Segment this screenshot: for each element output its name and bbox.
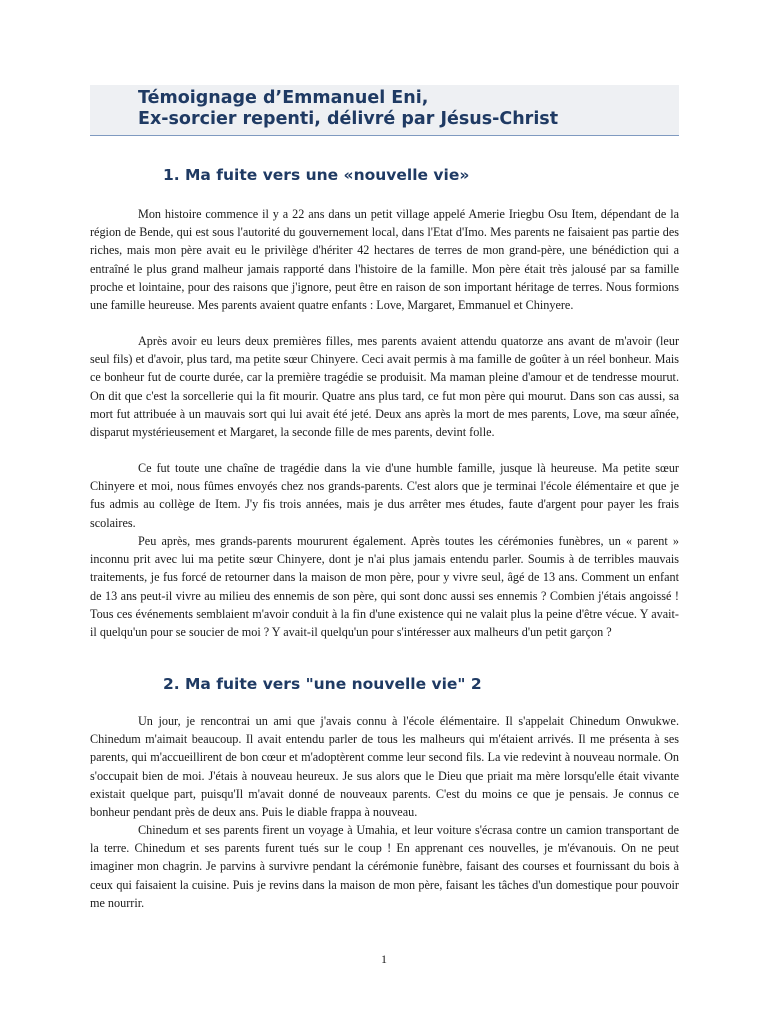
document-title-line-1: Témoignage d’Emmanuel Eni, bbox=[138, 88, 429, 108]
section-1-heading bbox=[163, 166, 469, 184]
section-2-paragraph-2: Chinedum et ses parents firent un voyage à Umahia, et leur voiture s'écrasa contre un camion transportant de la terre. Chinedum et ses parents furent tués sur le coup ! En apprenant ces nouvelles, je m'évanouis. On ne peut imaginer mon chagrin. Je parvins à survivre pendant la cérémonie funèbre, faisant des courses et fournissant du bois à ceux qui faisaient la cuisine. Puis je revins dans la maison de mon père, faisant les tâches d'un domestique pour pouvoir me nourrir. bbox=[90, 823, 679, 910]
section-2-number: 2. bbox=[163, 675, 180, 693]
document-title-line-2: Ex-sorcier repenti, délivré par Jésus-Christ bbox=[138, 109, 559, 129]
section-2-heading bbox=[163, 675, 482, 693]
section-1-paragraph-4: Peu après, mes grands-parents moururent également. Après toutes les cérémonies funèbres, un « parent » inconnu prit avec lui ma petite sœur Chinyere, dont je n'ai plus jamais entendu parler. Soumis à de terribles mauvais traitements, je fus forcé de retourner dans la maison de mon père, pour y vivre seul, âgé de 13 ans. Comment un enfant de 13 ans peut-il vivre au milieu des ennemis de son père, qui sont donc aussi ses ennemis ? Combien j'étais angoissé ! Tous ces événements semblaient m'avoir conduit à la fin d'une existence qui ne valait plus la peine d'être vécue. Y avait-il quelqu'un pour se soucier de moi ? Y avait-il quelqu'un pour s'intéresser aux malheurs d'un petit garçon ? bbox=[90, 534, 679, 640]
section-2-paragraph-1: Un jour, je rencontrai un ami que j'avais connu à l'école élémentaire. Il s'appelait Chinedum Onwukwe. Chinedum m'aimait beaucoup. Il avait entendu parler de tous les malheurs qui m'étaient arrivés. Il me présenta à ses parents, qui m'accueillirent de bon cœur et m'adoptèrent comme leur second fils. La vie redevint à nouveau normale. On s'occupait bien de moi. J'étais à nouveau heureux. Je sus alors que le Dieu que priait ma mère lorsqu'elle était vivante existait quelque part, puisqu'Il m'avait donné de nouveaux parents. C'est du moins ce que je pensais. Je connus ce bonheur pendant près de deux ans. Puis le diable frappa à nouveau. bbox=[90, 714, 679, 820]
page-number: 1 bbox=[381, 952, 387, 966]
section-1-number: 1. bbox=[163, 166, 180, 184]
section-2-title: Ma fuite vers "une nouvelle vie" 2 bbox=[185, 675, 482, 693]
section-1-title: Ma fuite vers une «nouvelle vie» bbox=[185, 166, 470, 184]
document-title-block bbox=[90, 85, 679, 136]
section-1-paragraph-1: Mon histoire commence il y a 22 ans dans un petit village appelé Amerie Iriegbu Osu Item, dépendant de la région de Bende, qui est sous l'autorité du gouvernement local, dans l'Etat d'Imo. Mes parents ne faisaient pas partie des riches, mais mon père avait eu le privilège d'hériter 42 hectares de terres de mon grand-père, une bénédiction qui a entraîné le plus grand malheur jamais rapporté dans l'histoire de la famille. Mon père était très jalousé par sa famille proche et lointaine, pour des raisons que j'ignore, peut être en raison de son important héritage de terres. Nous formions une famille heureuse. Mes parents avaient quatre enfants : Love, Margaret, Emmanuel et Chinyere. bbox=[90, 207, 679, 313]
section-1-paragraph-3: Ce fut toute une chaîne de tragédie dans la vie d'une humble famille, jusque là heureuse. Ma petite sœur Chinyere et moi, nous fûmes envoyés chez nos grands-parents. C'est alors que je terminai l'école élémentaire et que je fus admis au collège de Item. J'y fis trois années, mais je dus arrêter mes études, faute d'argent pour payer les frais scolaires. bbox=[90, 461, 679, 530]
section-1-paragraph-2: Après avoir eu leurs deux premières filles, mes parents avaient attendu quatorze ans avant de m'avoir (leur seul fils) et d'avoir, plus tard, ma petite sœur Chinyere. Ceci avait permis à ma famille de goûter à un réel bonheur. Mais ce bonheur fut de courte durée, car la première tragédie se produisit. Ma maman pleine d'amour et de tendresse mourut. On dit que c'est la sorcellerie qui la fit mourir. Quatre ans plus tard, ce fut mon père qui mourut. Dans son cas aussi, sa mort fut attribuée à un mauvais sort qui lui avait été jeté. Deux ans après la mort de mes parents, Love, ma sœur aînée, disparut mystérieusement et Margaret, la seconde fille de mes parents, devint folle. bbox=[90, 334, 679, 440]
